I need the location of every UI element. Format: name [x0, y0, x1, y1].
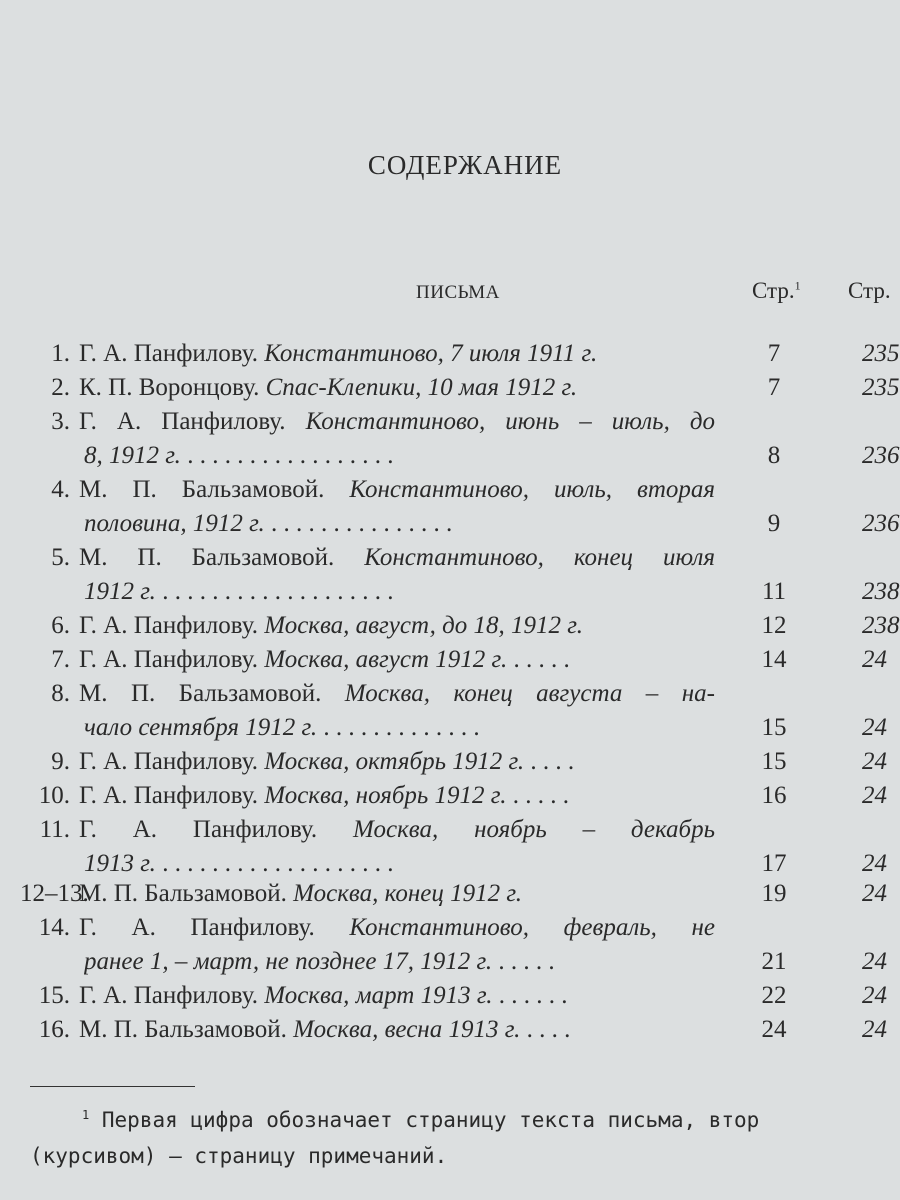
notes-page-number: 24: [862, 782, 887, 809]
page-number: 8: [767, 442, 781, 469]
entry-text: [79, 1014, 715, 1046]
page-number: 15: [761, 748, 787, 775]
entry-number: 3.: [51, 408, 70, 435]
recipient-name: Г. А. Панфилову.: [79, 782, 258, 809]
recipient-name: М. П. Бальзамовой.: [79, 476, 325, 503]
place-date: Константиново, февраль, не: [349, 914, 715, 941]
column-header-page: [752, 278, 801, 304]
entry-number: 7.: [51, 646, 70, 673]
place-date: Москва, март 1913 г.: [264, 982, 493, 1009]
page-number: 17: [761, 850, 787, 877]
place-date: Москва, весна 1913 г.: [293, 1016, 521, 1043]
leader-dots: . . . . . . . . . . . . . . .: [271, 510, 453, 537]
entry-number: 9.: [51, 748, 70, 775]
entry-number: 15.: [38, 982, 70, 1009]
notes-page-number: 24: [862, 748, 887, 775]
place-date: Москва, конец 1912 г.: [293, 880, 522, 907]
recipient-name: Г. А. Панфилову.: [79, 816, 318, 843]
recipient-name: К. П. Воронцову.: [79, 374, 260, 401]
leader-dots: . . . .: [530, 748, 575, 775]
entry-text: [79, 338, 715, 370]
notes-page-number: 24: [862, 850, 887, 877]
column-header-notes: Стр.: [848, 278, 891, 303]
footnote-line-1: [82, 1108, 759, 1132]
leader-dots: . . . . .: [513, 646, 570, 673]
recipient-name: М. П. Бальзамовой.: [79, 880, 287, 907]
entry-number: 1.: [51, 340, 70, 367]
entry-text: [79, 912, 715, 944]
footnote-text-1: Первая цифра обозначает страницу текста письма, втор: [101, 1108, 760, 1132]
leader-dots: . . . . . .: [498, 982, 568, 1009]
entry-text: [79, 746, 715, 778]
entry-text: [79, 878, 715, 910]
page-number: 19: [761, 880, 787, 907]
place-date: Москва, ноябрь 1912 г.: [264, 782, 507, 809]
entry-text: [79, 780, 715, 812]
notes-page-number: 24: [862, 880, 887, 907]
place-date: Москва, октябрь 1912 г.: [264, 748, 525, 775]
entry-text: [84, 848, 720, 880]
entry-text: [84, 576, 720, 608]
entry-number: 14.: [38, 914, 70, 941]
place-date: 1912 г.: [84, 578, 156, 605]
footnote-line-2: (курсивом) – страницу примечаний.: [30, 1144, 448, 1168]
recipient-name: Г. А. Панфилову.: [79, 612, 258, 639]
page-number: 11: [761, 578, 787, 605]
page-number: 7: [767, 340, 781, 367]
place-date: Москва, август 1912 г.: [264, 646, 508, 673]
recipient-name: Г. А. Панфилову.: [79, 982, 258, 1009]
notes-page-number: 238: [862, 612, 900, 639]
page-title: СОДЕРЖАНИЕ: [367, 150, 563, 180]
notes-page-number: 24: [862, 646, 887, 673]
notes-page-number: 24: [862, 714, 887, 741]
page-number: 16: [761, 782, 787, 809]
leader-dots: . . . . .: [512, 782, 569, 809]
entry-text: [79, 980, 715, 1012]
place-date: ранее 1, – март, не позднее 17, 1912 г.: [84, 948, 493, 975]
leader-dots: . . . . . . . . . . . . . . . . .: [187, 442, 394, 469]
notes-page-number: 235: [862, 340, 900, 367]
recipient-name: Г. А. Панфилову.: [79, 408, 286, 435]
page-number: 7: [767, 374, 781, 401]
entry-number: 8.: [51, 680, 70, 707]
entry-number: 16.: [38, 1016, 70, 1043]
leader-dots: . . . .: [526, 1016, 571, 1043]
entry-number: 4.: [51, 476, 70, 503]
place-date: Константиново, июнь – июль, до: [305, 408, 715, 435]
place-date: Спас-Клепики, 10 мая 1912 г.: [265, 374, 578, 401]
place-date: Москва, конец августа – на-: [344, 680, 715, 707]
entry-text: [79, 406, 715, 438]
page-number: 12: [761, 612, 787, 639]
notes-page-number: 235: [862, 374, 900, 401]
leader-dots: . . . . . . . . . . . . . . . . . . .: [162, 850, 394, 877]
leader-dots: . . . . . . . . . . . . .: [323, 714, 480, 741]
page-number: 21: [761, 948, 787, 975]
entry-text: [84, 508, 720, 540]
entry-text: [79, 474, 715, 506]
place-date: 1913 г.: [84, 850, 156, 877]
entry-number: 5.: [51, 544, 70, 571]
place-date: 8, 1912 г.: [84, 442, 181, 469]
entry-number: 6.: [51, 612, 70, 639]
entry-text: [79, 372, 715, 404]
entry-text: [84, 712, 720, 744]
entry-text: [79, 644, 715, 676]
page-number: 9: [767, 510, 781, 537]
recipient-name: М. П. Бальзамовой.: [79, 680, 322, 707]
page-number: 15: [761, 714, 787, 741]
entry-number: 2.: [51, 374, 70, 401]
recipient-name: Г. А. Панфилову.: [79, 914, 315, 941]
entry-text: [79, 678, 715, 710]
entry-text: [84, 440, 720, 472]
recipient-name: Г. А. Панфилову.: [79, 340, 258, 367]
leader-dots: . . . . .: [498, 948, 555, 975]
column-header-page-label: Стр.: [752, 278, 795, 303]
footnote-marker-bottom: 1: [82, 1108, 90, 1122]
recipient-name: М. П. Бальзамовой.: [79, 544, 335, 571]
recipient-name: М. П. Бальзамовой.: [79, 1016, 287, 1043]
entry-text: [79, 542, 715, 574]
page-number: 14: [761, 646, 787, 673]
notes-page-number: 236: [862, 510, 900, 537]
notes-page-number: 24: [862, 948, 887, 975]
notes-page-number: 24: [862, 982, 887, 1009]
footnote-marker: 1: [794, 278, 801, 293]
place-date: половина, 1912 г.: [84, 510, 265, 537]
place-date: Константиново, конец июля: [364, 544, 715, 571]
footnote-rule: [30, 1086, 195, 1087]
place-date: чало сентября 1912 г.: [84, 714, 318, 741]
recipient-name: Г. А. Панфилову.: [79, 646, 258, 673]
entry-text: [79, 814, 715, 846]
place-date: Москва, август, до 18, 1912 г.: [264, 612, 583, 639]
entry-text: [84, 946, 720, 978]
entry-number: 10.: [38, 782, 70, 809]
recipient-name: Г. А. Панфилову.: [79, 748, 258, 775]
notes-page-number: 24: [862, 1016, 887, 1043]
section-heading: ПИСЬМА: [416, 282, 500, 303]
page-number: 24: [761, 1016, 787, 1043]
place-date: Константиново, июль, вторая: [349, 476, 715, 503]
entry-number: 12–13.: [20, 880, 89, 907]
entry-text: [79, 610, 715, 642]
place-date: Москва, ноябрь – декабрь: [353, 816, 715, 843]
entry-number: 11.: [39, 816, 70, 843]
place-date: Константиново, 7 июля 1911 г.: [264, 340, 598, 367]
leader-dots: . . . . . . . . . . . . . . . . . . .: [162, 578, 394, 605]
notes-page-number: 238: [862, 578, 900, 605]
notes-page-number: 236: [862, 442, 900, 469]
page-number: 22: [761, 982, 787, 1009]
